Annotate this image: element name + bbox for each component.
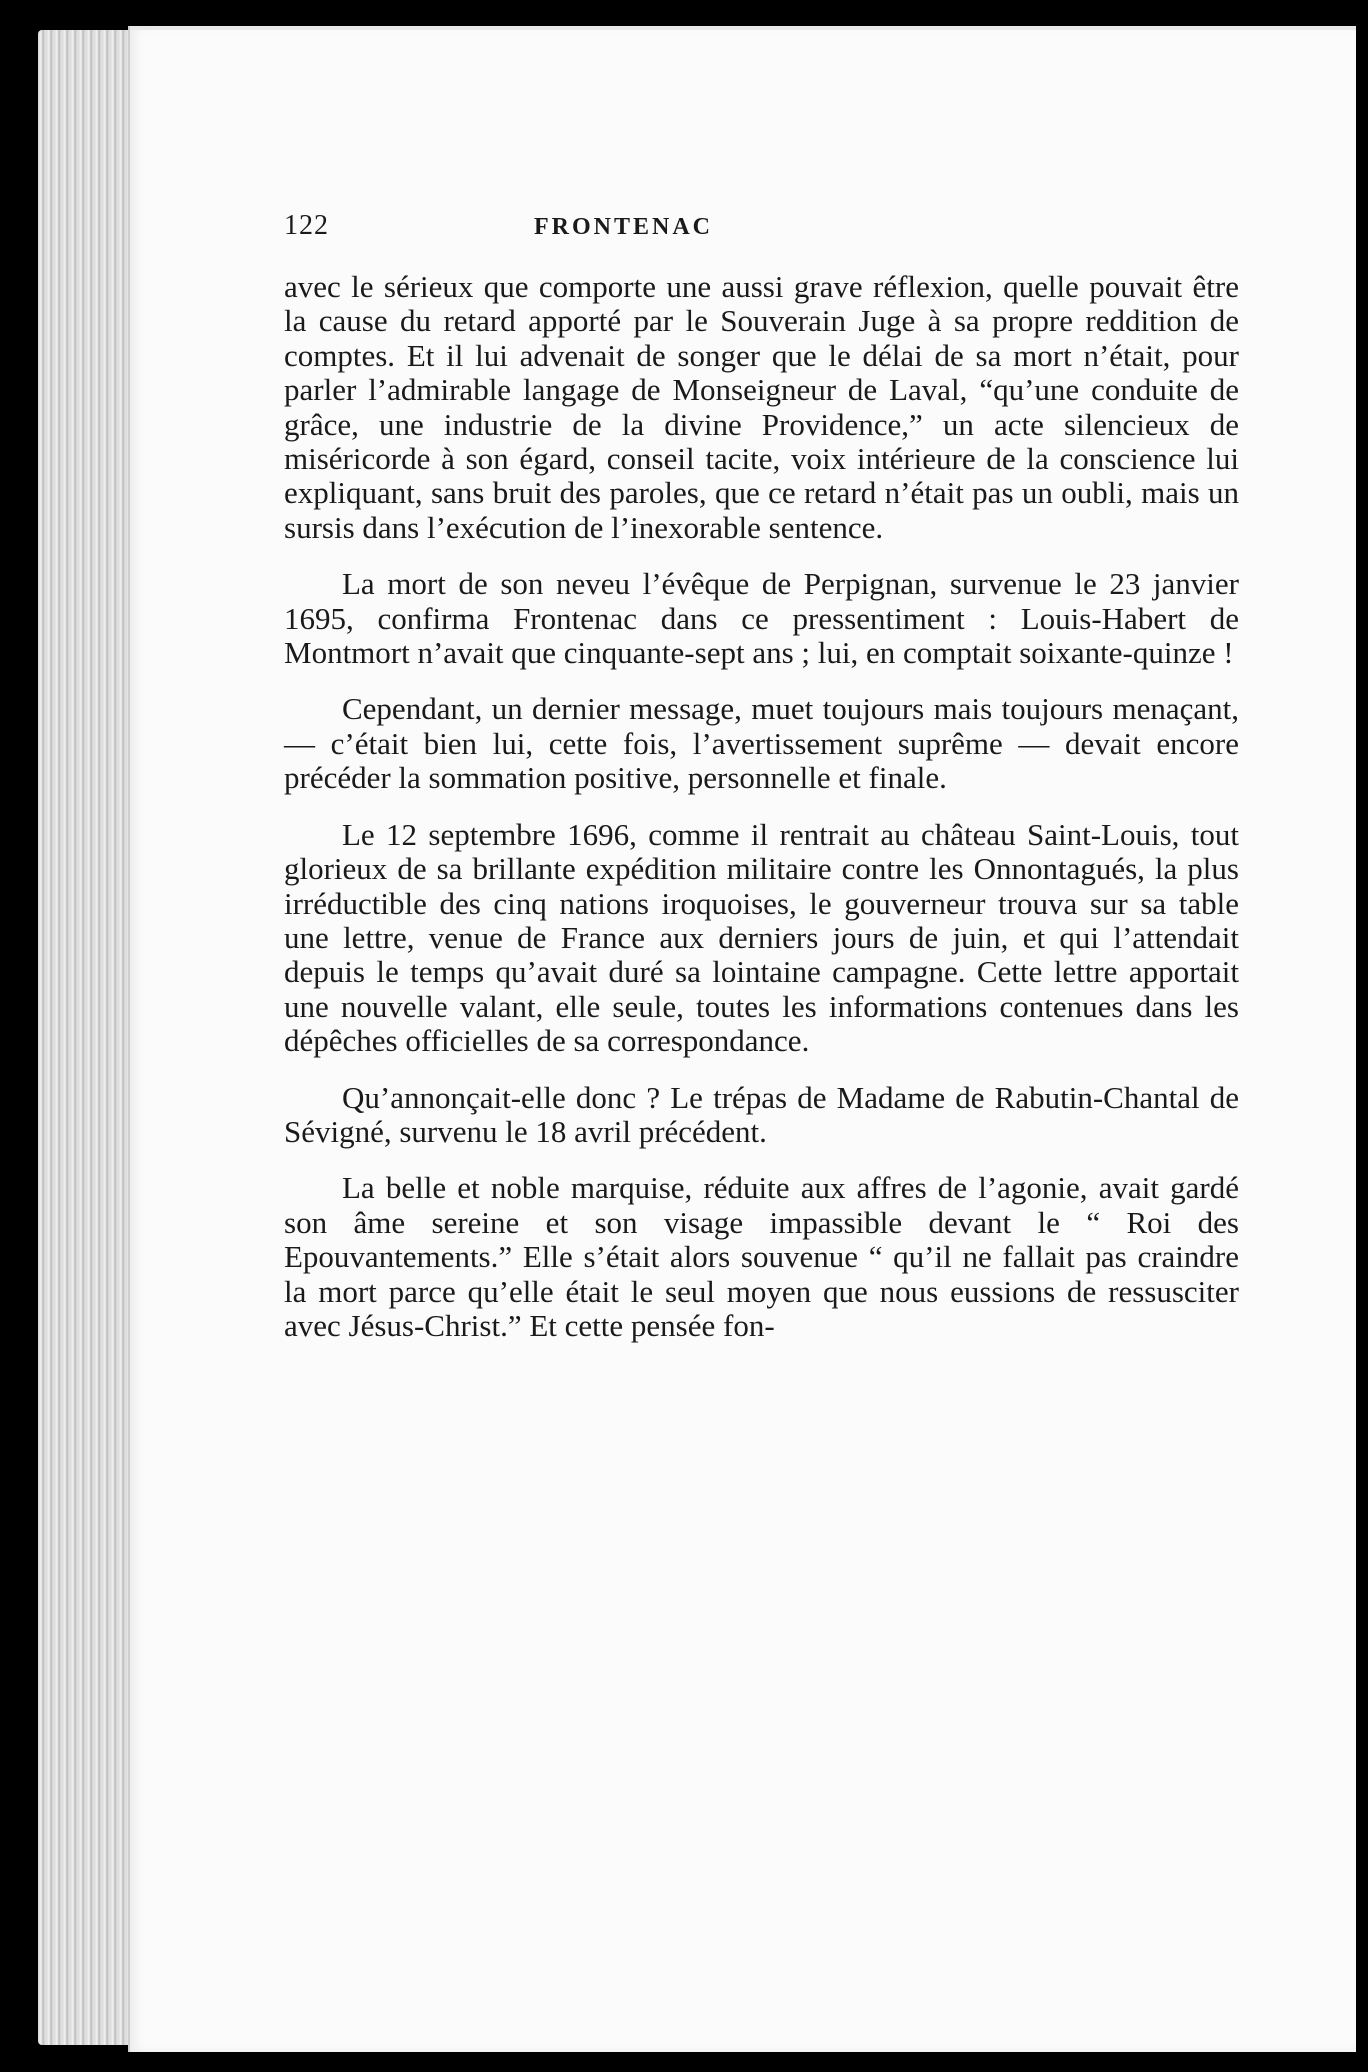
paragraph: avec le sérieux que comporte une aussi grave réflexion, quelle pouvait être la cause du retard apporté par le Souverain Juge à sa propre reddition de comptes. Et il lui advenait de songer que le délai de sa mort n’était, pour parler l’admirable langage de Monseigneur de Laval, “qu’une conduite de grâce, une industrie de la divine Providence,” un acte silencieux de miséricorde à son égard, conseil tacite, voix intérieure de la conscience lui expliquant, sans bruit des paroles, que ce retard n’était pas un oubli, mais un sursis dans l’exécution de l’inexorable sentence.	[284, 269, 1239, 545]
page-top-edge	[130, 26, 1356, 30]
paragraph: Le 12 septembre 1696, comme il rentrait au château Saint-Louis, tout glorieux de sa brillante expédition militaire contre les Onnontagués, la plus irréductible des cinq nations iroquoises, le gouverneur trouva sur sa table une lettre, venue de France aux derniers jours de juin, et qui l’attendait depuis le temps qu’avait duré sa lointaine campagne. Cette lettre apportait une nouvelle valant, elle seule, toutes les informations contenues dans les dépêches officielles de sa correspondance.	[284, 816, 1239, 1059]
paragraph: La belle et noble marquise, réduite aux affres de l’agonie, avait gardé son âme sereine et son visage impassible devant le “ Roi des Epouvantements.” Elle s’était alors souvenue “ qu’il ne fallait pas craindre la mort parce qu’elle était le seul moyen que nous eussions de ressusciter avec Jésus-Christ.” Et cette pensée fon-	[284, 1170, 1239, 1343]
paragraph: Qu’annonçait-elle donc ? Le trépas de Madame de Rabutin-Chantal de Sévigné, survenu le 18 avril précédent.	[284, 1079, 1239, 1149]
page-content	[284, 210, 1239, 1343]
running-head	[284, 210, 1239, 270]
page-number: 122	[284, 210, 329, 241]
paragraph: La mort de son neveu l’évêque de Perpignan, survenue le 23 janvier 1695, confirma Frontenac dans ce pressentiment : Louis-Habert de Montmort n’avait que cinquante-sept ans ; lui, en comptait soixante-quinze !	[284, 566, 1239, 671]
running-title: FRONTENAC	[534, 214, 714, 240]
body-text	[284, 270, 1239, 1343]
paragraph: Cependant, un dernier message, muet toujours mais toujours menaçant, — c’était bien lui, cette fois, l’avertissement suprême — devait encore précéder la sommation positive, personnelle et finale.	[284, 691, 1239, 796]
